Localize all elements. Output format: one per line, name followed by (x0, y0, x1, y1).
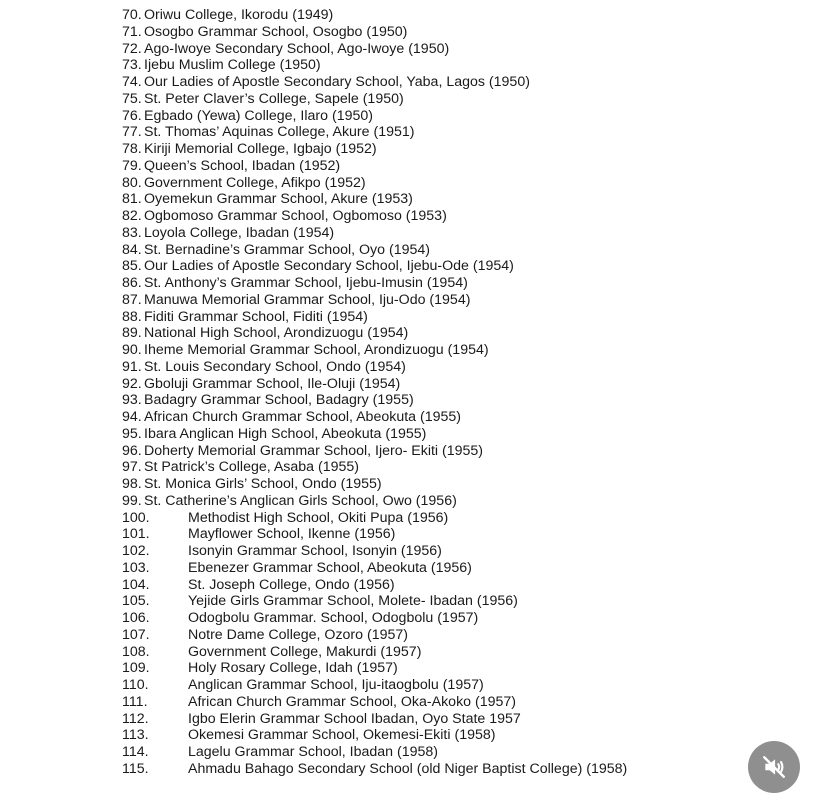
list-item (122, 493, 457, 510)
list-item (122, 24, 407, 41)
list-item-text: St. Bernadine’s Grammar School, Oyo (1954) (144, 241, 430, 258)
list-item-text: Ebenezer Grammar School, Abeokuta (1956) (188, 559, 472, 576)
list-item (122, 610, 478, 627)
list-item (122, 225, 334, 242)
list-item-number: 102. (122, 543, 150, 559)
list-item-number: 75. (122, 90, 142, 107)
list-item-text: St. Anthony’s Grammar School, Ijebu-Imusin (1954) (144, 275, 468, 291)
list-item-text: St. Catherine’s Anglican Girls School, Owo (1956) (144, 492, 457, 509)
list-item-text: Badagry Grammar School, Badagry (1955) (144, 392, 414, 409)
list-item-text: St. Louis Secondary School, Ondo (1954) (144, 358, 406, 375)
list-item (122, 108, 373, 125)
list-item (122, 158, 340, 175)
list-item (122, 392, 414, 409)
list-item (122, 694, 516, 711)
list-item-number: 80. (122, 174, 142, 191)
list-item (122, 677, 484, 694)
list-item-text: Ahmadu Bahago Secondary School (old Niger Baptist College) (1958) (188, 760, 628, 777)
list-item (122, 711, 521, 728)
list-item-number: 83. (122, 224, 142, 241)
list-item-text: National High School, Arondizuogu (1954) (144, 325, 409, 342)
list-item-number: 88. (122, 308, 142, 325)
list-item-number: 111. (122, 693, 148, 710)
mute-toggle-button[interactable] (748, 741, 800, 793)
list-item-text: Lagelu Grammar School, Ibadan (1958) (188, 744, 438, 760)
list-item-number: 97. (122, 459, 142, 476)
list-item (122, 57, 321, 74)
list-item-number: 91. (122, 358, 142, 375)
list-item-text: Ogbomoso Grammar School, Ogbomoso (1953) (144, 208, 447, 224)
list-item (122, 593, 518, 610)
list-item-number: 74. (122, 74, 142, 90)
list-item-number: 108. (122, 643, 150, 660)
list-item-number: 99. (122, 492, 142, 509)
list-item (122, 426, 426, 443)
list-item (122, 644, 421, 661)
list-item-number: 110. (122, 677, 149, 693)
list-item (122, 627, 408, 644)
list-item-text: Igbo Elerin Grammar School Ibadan, Oyo State 1957 (188, 710, 521, 727)
list-item-number: 109. (122, 660, 150, 677)
list-item-text: Our Ladies of Apostle Secondary School, Ijebu-Ode (1954) (144, 258, 514, 275)
list-item-text: Iheme Memorial Grammar School, Arondizuogu (1954) (144, 342, 489, 358)
list-item-text: Gboluji Grammar School, Ile-Oluji (1954) (144, 375, 401, 392)
list-item (122, 242, 430, 259)
list-item-number: 76. (122, 107, 142, 124)
list-item-number: 78. (122, 141, 142, 157)
list-item-text: Loyola College, Ibadan (1954) (144, 224, 335, 241)
list-item-number: 71. (122, 23, 142, 40)
list-item-text: Government College, Makurdi (1957) (188, 643, 422, 660)
list-item (122, 376, 400, 393)
list-item-text: St. Thomas’ Aquinas College, Akure (1951) (144, 124, 415, 141)
list-item (122, 191, 413, 208)
list-item-number: 70. (122, 7, 142, 23)
list-item (122, 660, 398, 677)
list-item-number: 73. (122, 57, 142, 74)
list-item-number: 89. (122, 325, 142, 342)
list-item-text: Doherty Memorial Grammar School, Ijero- Ekiti (1955) (144, 442, 484, 459)
list-item-number: 86. (122, 275, 142, 291)
list-item-text: St. Monica Girls’ School, Ondo (1955) (144, 476, 382, 492)
list-item (122, 727, 495, 744)
list-item-number: 106. (122, 610, 150, 626)
list-item-text: Yejide Girls Grammar School, Molete- Ibadan (1956) (188, 593, 518, 610)
list-item (122, 325, 408, 342)
list-item (122, 744, 438, 761)
list-item-number: 103. (122, 559, 150, 576)
list-item-number: 115. (122, 760, 149, 777)
list-item (122, 258, 514, 275)
list-item-number: 96. (122, 442, 142, 459)
list-item (122, 443, 483, 460)
list-item (122, 476, 382, 493)
list-item-text: Anglican Grammar School, Iju-itaogbolu (1957) (188, 677, 484, 693)
list-item (122, 459, 359, 476)
list-item-text: Okemesi Grammar School, Okemesi-Ekiti (1958) (188, 727, 496, 744)
list-item (122, 41, 449, 58)
list-item-text: Our Ladies of Apostle Secondary School, Yaba, Lagos (1950) (144, 74, 530, 90)
list-item-number: 92. (122, 375, 142, 392)
list-item (122, 359, 406, 376)
list-item (122, 275, 468, 292)
list-item (122, 342, 489, 359)
list-item (122, 409, 461, 426)
list-item (122, 74, 530, 91)
list-item-text: Holy Rosary College, Idah (1957) (188, 660, 398, 677)
list-item-text: African Church Grammar School, Abeokuta (1955) (144, 409, 462, 425)
list-item (122, 91, 404, 108)
list-item-text: St Patrick’s College, Asaba (1955) (144, 459, 360, 476)
list-item-number: 77. (122, 124, 142, 141)
list-item-text: St. Peter Claver’s College, Sapele (1950) (144, 90, 404, 107)
list-item-text: Isonyin Grammar School, Isonyin (1956) (188, 543, 442, 559)
list-item (122, 526, 395, 543)
list-item-text: Ijebu Muslim College (1950) (144, 57, 321, 74)
list-item-number: 81. (122, 191, 142, 208)
list-item (122, 292, 470, 309)
list-item-text: Oriwu College, Ikorodu (1949) (144, 7, 334, 23)
list-item-text: Ibara Anglican High School, Abeokuta (1955) (144, 425, 427, 442)
list-item (122, 510, 448, 527)
list-item-number: 104. (122, 576, 150, 593)
list-item-number: 94. (122, 409, 142, 425)
list-item-number: 112. (122, 710, 149, 727)
list-item-text: Notre Dame College, Ozoro (1957) (188, 626, 409, 643)
list-item-text: Fiditi Grammar School, Fiditi (1954) (144, 308, 368, 325)
list-item-number: 114. (122, 744, 149, 760)
list-item-number: 107. (122, 626, 150, 643)
list-item-number: 90. (122, 342, 142, 358)
list-item-text: Osogbo Grammar School, Osogbo (1950) (144, 23, 408, 40)
list-item-text: Queen’s School, Ibadan (1952) (144, 157, 341, 174)
list-item-number: 84. (122, 241, 142, 258)
list-item (122, 141, 377, 158)
list-item-text: Manuwa Memorial Grammar School, Iju-Odo (1954) (144, 291, 471, 308)
list-item (122, 761, 627, 778)
speaker-muted-icon (761, 754, 787, 780)
list-item (122, 560, 472, 577)
list-item-number: 82. (122, 208, 142, 224)
list-item-number: 79. (122, 157, 142, 174)
list-item (122, 7, 333, 24)
list-item-text: Oyemekun Grammar School, Akure (1953) (144, 191, 413, 208)
list-item-number: 87. (122, 291, 142, 308)
list-item (122, 175, 366, 192)
list-item-text: African Church Grammar School, Oka-Akoko (1957) (188, 693, 517, 710)
list-item-text: Government College, Afikpo (1952) (144, 174, 366, 191)
list-item-number: 95. (122, 425, 142, 442)
list-item (122, 208, 447, 225)
list-item-number: 105. (122, 593, 150, 610)
list-item-text: Kiriji Memorial College, Igbajo (1952) (144, 141, 377, 157)
list-item-text: St. Joseph College, Ondo (1956) (188, 576, 395, 593)
list-item-number: 101. (122, 526, 150, 543)
list-item-text: Mayflower School, Ikenne (1956) (188, 526, 396, 543)
list-item-text: Ago-Iwoye Secondary School, Ago-Iwoye (1950) (144, 40, 450, 57)
list-item-number: 113. (122, 727, 149, 744)
list-item-number: 93. (122, 392, 142, 409)
list-item (122, 543, 442, 560)
list-item-number: 85. (122, 258, 142, 275)
list-item (122, 577, 395, 594)
list-item-text: Odogbolu Grammar. School, Odogbolu (1957) (188, 610, 479, 626)
list-item-number: 100. (122, 509, 150, 526)
list-item-number: 98. (122, 476, 142, 492)
list-item (122, 124, 415, 141)
list-item-number: 72. (122, 40, 142, 57)
list-item-text: Methodist High School, Okiti Pupa (1956) (188, 509, 449, 526)
list-item-text: Egbado (Yewa) College, Ilaro (1950) (144, 107, 373, 124)
list-item (122, 309, 368, 326)
